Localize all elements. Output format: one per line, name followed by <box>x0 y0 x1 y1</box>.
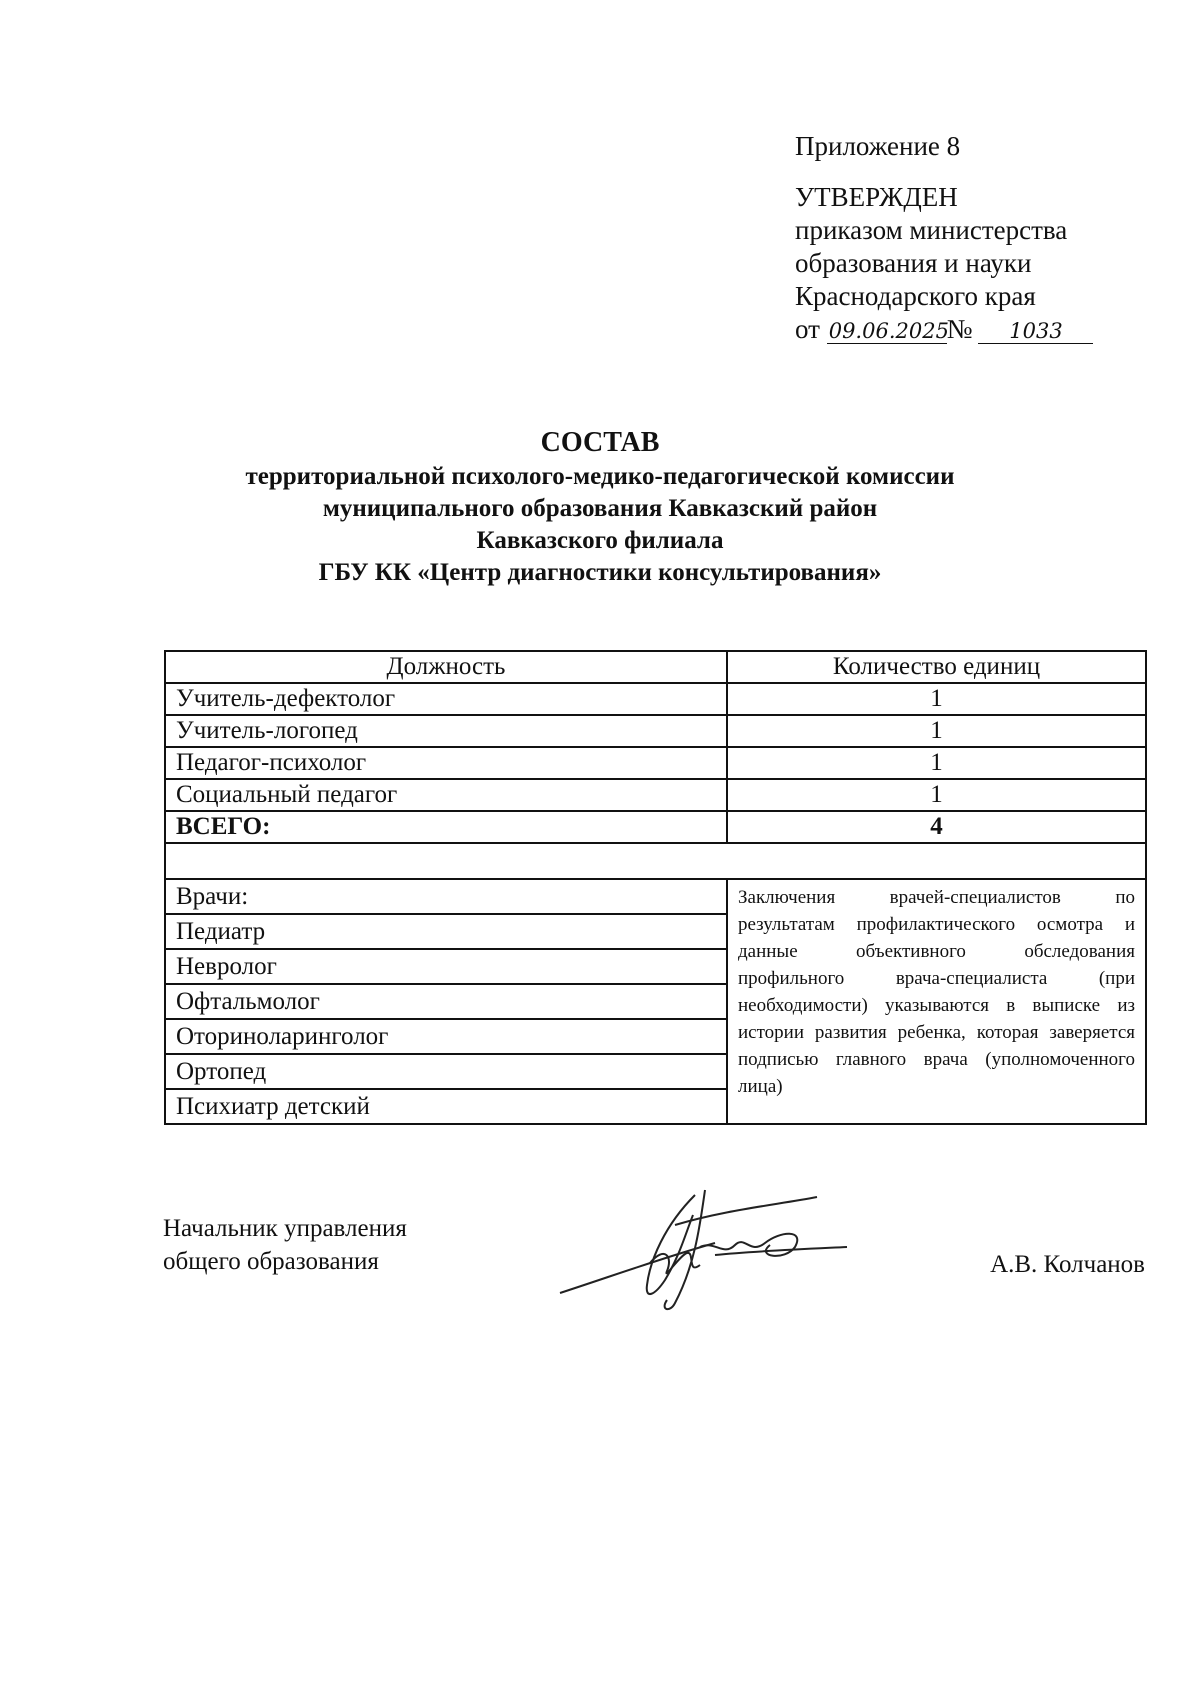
signatory-role <box>163 1212 407 1278</box>
table-row <box>165 747 1146 779</box>
order-date-number <box>795 313 1175 346</box>
doctor-cell: Педиатр <box>165 914 727 949</box>
header-position: Должность <box>165 651 727 683</box>
total-label: ВСЕГО: <box>165 811 727 843</box>
title-main: СОСТАВ <box>540 427 660 458</box>
position-cell: Учитель-дефектолог <box>165 683 727 715</box>
count-cell: 1 <box>727 779 1146 811</box>
table-row <box>165 779 1146 811</box>
approval-line-2: образования и науки <box>795 248 1032 278</box>
approved-label: УТВЕРЖДЕН <box>795 182 958 212</box>
handwritten-date: 09.06.2025 <box>828 319 949 343</box>
title-line-3: Кавказского филиала <box>476 527 724 554</box>
table-header-row <box>165 651 1146 683</box>
doctor-cell: Офтальмолог <box>165 984 727 1019</box>
count-cell: 1 <box>727 683 1146 715</box>
total-row <box>165 811 1146 843</box>
count-cell: 1 <box>727 747 1146 779</box>
doctor-cell: Врачи: <box>165 879 727 914</box>
role-line-2: общего образования <box>163 1248 379 1275</box>
role-line-1: Начальник управления <box>163 1215 407 1242</box>
doctor-cell: Невролог <box>165 949 727 984</box>
document-title <box>100 425 1100 589</box>
approval-block <box>795 130 1175 346</box>
title-line-4: ГБУ КК «Центр диагностики консультирования» <box>318 559 882 586</box>
approval-line-3: Краснодарского края <box>795 281 1036 311</box>
doctor-cell: Оториноларинголог <box>165 1019 727 1054</box>
table-row <box>165 715 1146 747</box>
doctors-note: Заключения врачей-специалистов по результатам профилактического осмотра и данные объективного обследования профильного врача-специалиста (при необходимости) указываются в выписке из истории развития ребенка, которая заверяется подписью главного врача (уполномоченного лица) <box>727 879 1146 1124</box>
approval-line-1: приказом министерства <box>795 215 1068 245</box>
position-cell: Педагог-психолог <box>165 747 727 779</box>
doctor-row <box>165 879 1146 914</box>
total-value: 4 <box>727 811 1146 843</box>
header-count: Количество единиц <box>727 651 1146 683</box>
appendix-label: Приложение 8 <box>795 131 961 161</box>
empty-cell <box>165 843 1146 879</box>
title-line-1: территориальной психолого-медико-педагогической комиссии <box>245 463 955 490</box>
empty-row <box>165 843 1146 879</box>
position-cell: Социальный педагог <box>165 779 727 811</box>
signatory-name: А.В. Колчанов <box>990 1251 1145 1278</box>
doctor-cell: Психиатр детский <box>165 1089 727 1124</box>
doctor-cell: Ортопед <box>165 1054 727 1089</box>
staff-table <box>164 650 1147 1125</box>
table-row <box>165 683 1146 715</box>
from-label: от <box>795 314 820 344</box>
number-label: № <box>946 314 973 344</box>
handwritten-signature <box>555 1185 855 1315</box>
count-cell: 1 <box>727 715 1146 747</box>
title-line-2: муниципального образования Кавказский район <box>322 495 878 522</box>
position-cell: Учитель-логопед <box>165 715 727 747</box>
handwritten-number: 1033 <box>978 319 1093 344</box>
